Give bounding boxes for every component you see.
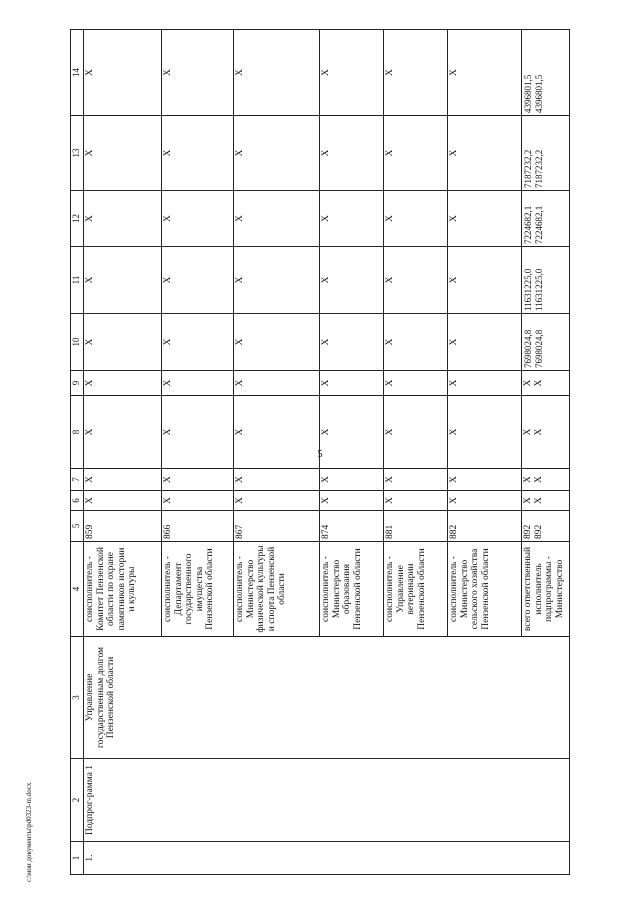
x-cell: X (320, 116, 384, 191)
x-cell: X (384, 191, 448, 247)
file-path-footer: c:\мои документы\pd0323-m.docx (25, 782, 33, 882)
x-cell: X (320, 30, 384, 116)
x-cell: X (84, 371, 162, 396)
x-cell: X (162, 371, 234, 396)
responsible-org-cell: Управление государственным долгом Пензенской области (84, 637, 570, 759)
x-cell: X (162, 491, 234, 511)
x-mark: X (523, 476, 533, 483)
code-cell: 881 (384, 511, 448, 542)
x-cell: X (234, 314, 320, 371)
x-cell: X (448, 469, 522, 491)
program-table (70, 29, 570, 875)
x-cell: X (234, 116, 320, 191)
x-cell: X (448, 491, 522, 511)
executor-cell: соисполнитель - Комитет Пензенской области по охране памятников истории и культуры (84, 542, 162, 637)
x-cell: X (234, 371, 320, 396)
x-cell: X (320, 396, 384, 469)
header-cell: 8 (71, 396, 84, 469)
x-cell: X (384, 247, 448, 314)
value: 7698024,8 (533, 329, 544, 368)
x-cell: X (384, 371, 448, 396)
x-cell: X (448, 191, 522, 247)
x-cell (522, 491, 570, 511)
value-cell (522, 191, 570, 247)
code-cell: 882 (448, 511, 522, 542)
x-cell: X (384, 469, 448, 491)
value: 7187232,2 (523, 149, 533, 188)
code-cell: 859 (84, 511, 162, 542)
x-cell: X (162, 191, 234, 247)
x-cell: X (84, 314, 162, 371)
page-number: 5 (317, 449, 323, 460)
executor-cell: соисполнитель - Министерство сельского хозяйства Пензенской области (448, 542, 522, 637)
x-cell: X (448, 116, 522, 191)
value: 7187232,2 (533, 149, 544, 188)
x-cell: X (448, 314, 522, 371)
x-mark: X (533, 379, 544, 387)
executor-cell: соисполнитель - Министерство физической культуры и спорта Пензенской области (234, 542, 320, 637)
x-cell: X (448, 371, 522, 396)
header-cell: 7 (71, 469, 84, 491)
x-cell: X (84, 491, 162, 511)
value: 4396801,5 (533, 74, 544, 113)
value-cell (522, 247, 570, 314)
x-mark: X (533, 497, 544, 504)
row-number-cell: 1. (84, 842, 570, 875)
code-cell (522, 511, 570, 542)
value: 7698024,8 (523, 329, 533, 368)
value: 4396801,5 (523, 74, 533, 113)
header-cell: 6 (71, 491, 84, 511)
x-cell (522, 371, 570, 396)
code-cell: 867 (234, 511, 320, 542)
x-cell: X (384, 30, 448, 116)
header-cell: 13 (71, 116, 84, 191)
x-cell: X (162, 469, 234, 491)
x-cell (522, 469, 570, 491)
value: 7224682,1 (533, 205, 544, 244)
x-cell: X (84, 191, 162, 247)
code-value: 892 (533, 524, 544, 539)
x-cell: X (84, 116, 162, 191)
table-row (84, 30, 162, 875)
header-cell: 4 (71, 542, 84, 637)
header-cell: 12 (71, 191, 84, 247)
x-cell: X (234, 191, 320, 247)
value: 7224682,1 (523, 205, 533, 244)
x-mark: X (523, 497, 533, 504)
x-cell (522, 396, 570, 469)
x-cell: X (384, 396, 448, 469)
value: 11631225,0 (523, 268, 533, 311)
header-row (71, 30, 84, 875)
x-cell: X (320, 247, 384, 314)
x-cell: X (162, 396, 234, 469)
x-cell: X (234, 396, 320, 469)
executor-cell: соисполнитель - Управление ветеринарии Пензенской области (384, 542, 448, 637)
value-cell (522, 314, 570, 371)
x-cell: X (384, 491, 448, 511)
x-cell: X (162, 247, 234, 314)
x-cell: X (448, 396, 522, 469)
x-cell: X (84, 247, 162, 314)
x-cell: X (84, 30, 162, 116)
x-cell: X (320, 371, 384, 396)
x-cell: X (448, 247, 522, 314)
executor-cell: соисполнитель - Департамент государственного имущества Пензенской области (162, 542, 234, 637)
x-mark: X (523, 428, 533, 436)
x-cell: X (320, 191, 384, 247)
x-cell: X (84, 396, 162, 469)
x-cell: X (448, 30, 522, 116)
x-cell: X (234, 469, 320, 491)
x-cell: X (162, 314, 234, 371)
x-cell: X (234, 491, 320, 511)
x-cell: X (234, 30, 320, 116)
code-cell: 866 (162, 511, 234, 542)
x-cell: X (320, 469, 384, 491)
header-cell: 5 (71, 511, 84, 542)
x-cell: X (320, 491, 384, 511)
x-mark: X (533, 476, 544, 483)
executor-cell: соисполнитель - Министерство образования Пензенской области (320, 542, 384, 637)
header-cell: 9 (71, 371, 84, 396)
x-cell: X (384, 116, 448, 191)
header-cell: 14 (71, 30, 84, 116)
header-cell: 1 (71, 842, 84, 875)
header-cell: 3 (71, 637, 84, 759)
x-mark: X (533, 428, 544, 436)
executor-cell: всего ответственный исполнитель подпрограммы - Министерство (522, 542, 570, 637)
rotated-table-container (70, 30, 590, 875)
code-cell: 874 (320, 511, 384, 542)
program-label-cell: Подпрог-рамма 1 (84, 759, 570, 842)
value: 11631225,0 (533, 268, 544, 311)
x-cell: X (162, 116, 234, 191)
header-cell: 11 (71, 247, 84, 314)
code-value: 892 (523, 524, 533, 539)
value-cell (522, 30, 570, 116)
x-cell: X (84, 469, 162, 491)
x-cell: X (162, 30, 234, 116)
x-mark: X (523, 379, 533, 387)
x-cell: X (384, 314, 448, 371)
x-cell: X (234, 247, 320, 314)
header-cell: 10 (71, 314, 84, 371)
value-cell (522, 116, 570, 191)
header-cell: 2 (71, 759, 84, 842)
x-cell: X (320, 314, 384, 371)
